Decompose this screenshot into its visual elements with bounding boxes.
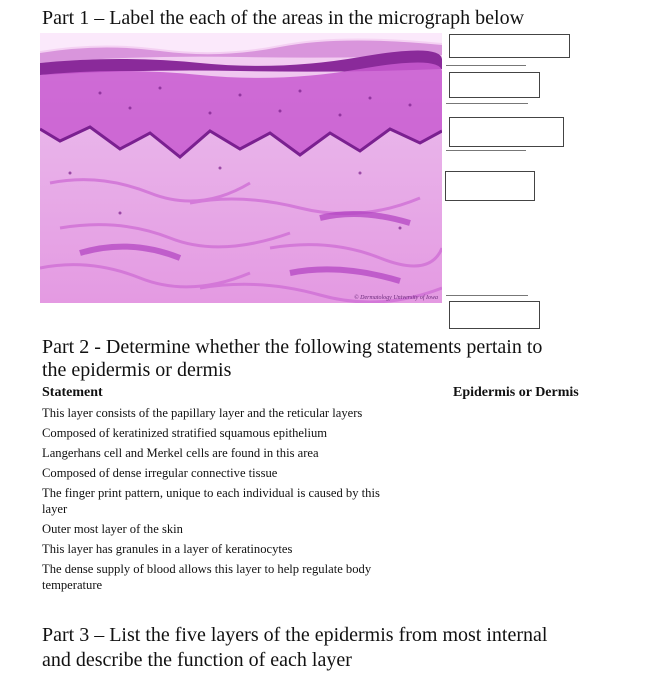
statement-7: This layer has granules in a layer of keratinocytes	[42, 542, 293, 556]
label-box-1[interactable]	[449, 34, 570, 58]
skin-micrograph	[40, 33, 442, 303]
statement-8a: The dense supply of blood allows this layer to help regulate body	[42, 562, 372, 576]
statement-6: Outer most layer of the skin	[42, 522, 183, 536]
leader-line-3	[446, 150, 526, 151]
label-box-3[interactable]	[449, 117, 564, 147]
label-box-2[interactable]	[449, 72, 540, 98]
label-box-4[interactable]	[445, 171, 535, 201]
leader-line-2	[446, 103, 528, 104]
statement-2: Composed of keratinized stratified squamous epithelium	[42, 426, 328, 440]
part2-title-line2: the epidermis or dermis	[42, 359, 232, 381]
part1-title: Part 1 – Label the each of the areas in the micrograph below	[42, 7, 525, 29]
statement-1: This layer consists of the papillary layer and the reticular layers	[42, 406, 363, 420]
part3-title-line1: Part 3 – List the five layers of the epidermis from most internal	[42, 624, 548, 646]
label-box-5[interactable]	[449, 301, 540, 329]
statement-8b: temperature	[42, 578, 103, 592]
leader-line-1	[446, 65, 526, 66]
statement-5a: The finger print pattern, unique to each individual is caused by this	[42, 486, 380, 500]
part2-title-line1: Part 2 - Determine whether the following statements pertain to	[42, 336, 543, 358]
micrograph-image	[40, 33, 442, 303]
statement-4: Composed of dense irregular connective tissue	[42, 466, 278, 480]
part3-title-line2: and describe the function of each layer	[42, 649, 352, 671]
answer-column-header: Epidermis or Dermis	[453, 385, 579, 400]
micrograph-watermark: © Dermatology University of Iowa	[354, 295, 438, 301]
statement-column-header: Statement	[42, 385, 103, 400]
leader-line-5	[446, 295, 528, 296]
statement-5b: layer	[42, 502, 68, 516]
statement-3: Langerhans cell and Merkel cells are found in this area	[42, 446, 319, 460]
